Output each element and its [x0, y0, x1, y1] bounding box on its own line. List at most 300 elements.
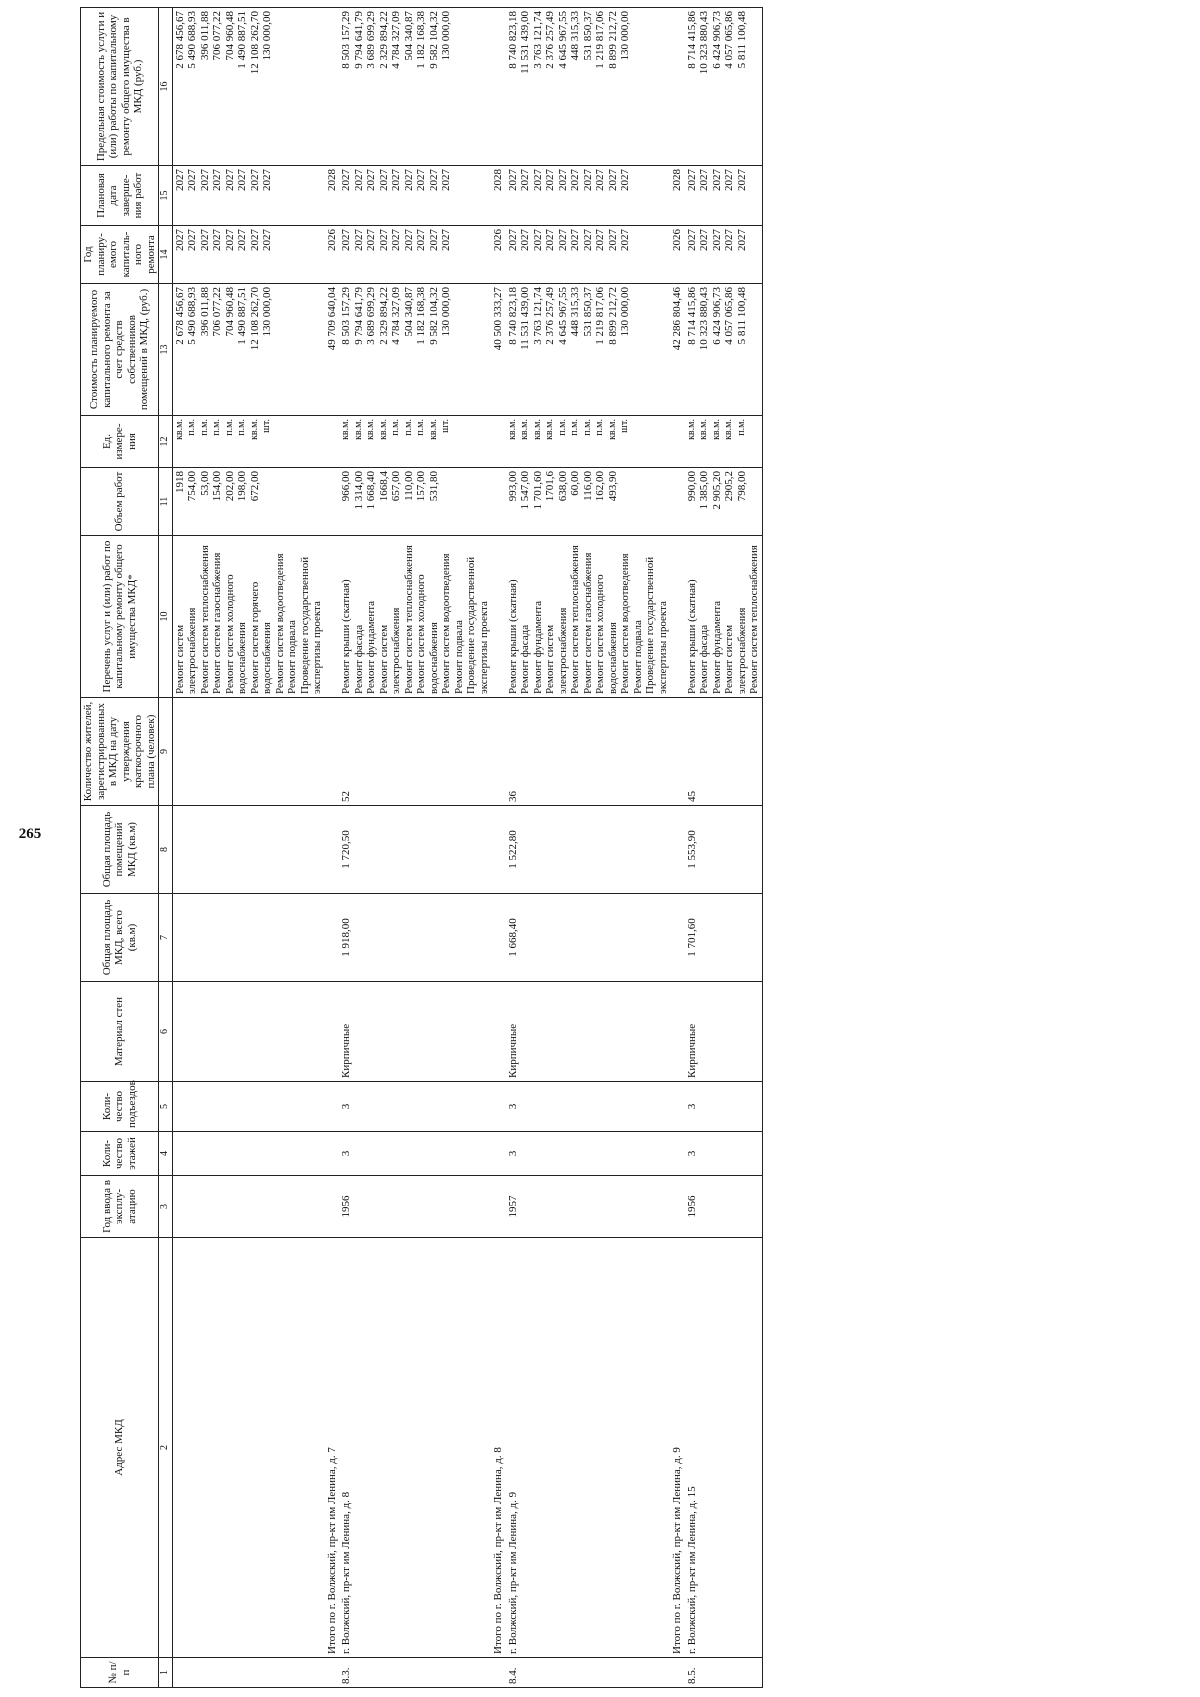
repair-year-line: 2027 [685, 229, 698, 251]
end-date-line: 2027 [556, 169, 569, 191]
empty-cell [491, 1658, 506, 1688]
empty-cell [491, 1176, 506, 1238]
repair-year-line: 2027 [440, 229, 452, 251]
volume-value-line: 754,00 [186, 471, 198, 502]
unit-value-line: кв.м. [710, 419, 722, 440]
limit-cost [339, 8, 491, 166]
limit-cost-line: 5 490 688,93 [186, 11, 198, 69]
cost-value-line: 9 582 104,32 [427, 287, 440, 345]
unit-value-line: кв.м. [531, 419, 543, 440]
column-number: 10 [159, 536, 173, 698]
cost-value-line: 1 182 168,38 [415, 287, 427, 345]
unit-value-line: п.м. [594, 419, 605, 436]
limit-cost-line: 10 323 880,43 [698, 11, 710, 75]
work-item-line: Ремонт систем горячего водоснабжения [248, 581, 273, 694]
cost-value [172, 284, 325, 416]
header-cell: Общая площадь помещений МКД (кв.м) [81, 806, 159, 894]
cost-value-line: 531 850,37 [581, 287, 594, 337]
empty-cell [491, 8, 506, 166]
column-number: 14 [159, 226, 173, 284]
cost-value-line: 704 960,48 [223, 287, 236, 337]
work-item-line: Ремонт фундамента [365, 600, 377, 694]
repair-year-line: 2027 [544, 229, 556, 251]
repair-year [172, 226, 325, 284]
unit-value-line: кв.м. [173, 419, 185, 440]
end-date-line: 2027 [261, 169, 273, 191]
volume-value-line: 60,00 [569, 471, 581, 496]
cost-value-line: 4 784 327,09 [390, 287, 402, 345]
repair-year-line: 2027 [619, 229, 631, 251]
cost-value-line: 4 645 967,55 [556, 287, 569, 345]
end-date-line: 2027 [531, 169, 544, 191]
row-number: 8.3. [339, 1658, 491, 1688]
header-cell: Общая площадь МКД, всего (кв.м) [81, 894, 159, 982]
end-date [172, 166, 325, 226]
column-number: 9 [159, 698, 173, 806]
end-date-line: 2027 [402, 169, 415, 191]
end-date-line: 2027 [211, 169, 223, 191]
volume-value-line: 1 701,60 [531, 471, 544, 510]
work-item-line: Ремонт систем газоснабжения [581, 552, 594, 694]
unit-value-line: п.м. [198, 419, 210, 436]
table-row [339, 8, 491, 1688]
limit-cost-line: 4 645 967,55 [556, 11, 569, 69]
unit-value-line: п.м. [556, 419, 568, 436]
header-cell: Год планиру-емого капиталь-ного ремонта [81, 226, 159, 284]
volume-value-line: 1668,4 [377, 471, 390, 502]
unit-value-line: шт. [619, 419, 630, 433]
limit-cost-line: 448 315,33 [569, 11, 581, 61]
table-body [172, 8, 762, 1688]
residents-count: 52 [339, 698, 491, 806]
work-item-line: Ремонт подвала [631, 620, 644, 694]
unit-value [172, 416, 325, 468]
header-cell: Год ввода в эксплу-атацию [81, 1176, 159, 1238]
total-row [491, 8, 506, 1688]
work-item-line: Ремонт фасада [519, 624, 531, 694]
limit-cost-line: 8 740 823,18 [506, 11, 519, 69]
total-row [670, 8, 685, 1688]
volume-value-line: 531,80 [427, 471, 440, 502]
empty-cell [172, 1176, 325, 1238]
repair-year-line: 2027 [710, 229, 723, 251]
cost-value-line: 10 323 880,43 [698, 287, 710, 351]
limit-cost-line: 6 424 906,73 [710, 11, 723, 69]
cost-value-line: 2 329 894,22 [377, 287, 390, 345]
limit-cost-line: 11 531 439,00 [519, 11, 531, 74]
end-date-line: 2027 [619, 169, 631, 191]
end-date-line: 2027 [173, 169, 186, 191]
column-number: 8 [159, 806, 173, 894]
empty-cell [325, 982, 340, 1082]
repair-year [685, 226, 763, 284]
page-number: 265 [18, 826, 42, 842]
work-item-line: Ремонт систем водоотведения [619, 553, 631, 694]
total-cost: 42 286 804,46 [670, 284, 685, 416]
column-number-row [159, 8, 173, 1688]
total-label: Итого по г. Волжский, пр-кт им Ленина, д. 9 [670, 1238, 685, 1658]
work-item-line: Проведение государственной экспертизы проекта [298, 556, 323, 694]
repair-year-line: 2027 [173, 229, 186, 251]
limit-cost [685, 8, 763, 166]
volume-value [172, 468, 325, 536]
volume-value [685, 468, 763, 536]
volume-value-line: 53,00 [198, 471, 211, 496]
limit-cost-line: 531 850,37 [581, 11, 594, 61]
limit-cost-line: 396 011,88 [198, 11, 211, 61]
repair-year-line: 2027 [340, 229, 352, 251]
unit-value-line: п.м. [236, 419, 247, 436]
volume-value-line [440, 471, 453, 532]
repair-year-line: 2027 [365, 229, 377, 251]
work-item-line: Ремонт подвала [452, 620, 465, 694]
end-date [339, 166, 491, 226]
empty-cell [670, 982, 685, 1082]
cost-value-line: 4 057 065,86 [723, 287, 735, 345]
end-date-line: 2027 [506, 169, 519, 191]
cost-value [685, 284, 763, 416]
volume-value-line: 493,90 [606, 471, 619, 502]
end-date [685, 166, 763, 226]
row-number: 8.4. [506, 1658, 671, 1688]
column-number: 4 [159, 1132, 173, 1176]
unit-value-line: кв.м. [340, 419, 351, 440]
limit-cost-line: 1 219 817,06 [594, 11, 606, 69]
commission-year: 1956 [685, 1176, 763, 1238]
total-label: Итого по г. Волжский, пр-кт им Ленина, д. 7 [325, 1238, 340, 1658]
empty-cell [325, 416, 340, 468]
unit-value-line: кв.м. [427, 419, 439, 440]
cost-value-line: 8 503 157,29 [340, 287, 352, 345]
table-row [506, 8, 671, 1688]
empty-cell [325, 1082, 340, 1132]
work-item-line: Ремонт фасада [352, 624, 365, 694]
cost-value-line: 2 678 456,67 [173, 287, 186, 345]
unit-value-line: п.м. [223, 419, 235, 436]
limit-cost-line: 130 000,00 [261, 11, 273, 61]
total-end: 2028 [325, 166, 340, 226]
empty-cell [325, 536, 340, 698]
work-item-line: Ремонт фундамента [531, 600, 544, 694]
end-date-line: 2027 [606, 169, 619, 191]
entrances-count: 3 [506, 1082, 671, 1132]
empty-cell [325, 468, 340, 536]
building-address: г. Волжский, пр-кт им Ленина, д. 15 [685, 1238, 763, 1658]
commission-year: 1957 [506, 1176, 671, 1238]
header-cell: Предельная стоимость услуги и (или) работы по капитальному ремонту общего имущества в МКД (руб.) [81, 8, 159, 166]
work-item-line: Ремонт систем теплоснабжения [198, 545, 211, 694]
cost-value-line: 8 740 823,18 [506, 287, 519, 345]
repair-year-line: 2027 [698, 229, 710, 251]
unit-value-line: кв.м. [248, 419, 260, 440]
column-number: 1 [159, 1658, 173, 1688]
empty-cell [491, 416, 506, 468]
limit-cost-line: 2 376 257,49 [544, 11, 556, 69]
total-area: 1 918,00 [339, 894, 491, 982]
total-row [325, 8, 340, 1688]
repair-year-line: 2027 [415, 229, 427, 251]
limit-cost-line: 4 784 327,09 [390, 11, 402, 69]
wall-material: Кирпичные [506, 982, 671, 1082]
end-date-line: 2027 [427, 169, 440, 191]
column-number: 2 [159, 1238, 173, 1658]
cost-value-line: 5 811 100,48 [735, 287, 748, 345]
cost-value-line: 8 899 212,72 [606, 287, 619, 345]
cost-value [506, 284, 671, 416]
end-date-line: 2027 [248, 169, 261, 191]
repair-year-line: 2027 [211, 229, 223, 251]
building-address: г. Волжский, пр-кт им Ленина, д. 9 [506, 1238, 671, 1658]
end-date-line: 2027 [390, 169, 402, 191]
repair-year-line: 2027 [569, 229, 581, 251]
empty-cell [491, 536, 506, 698]
limit-cost-line: 9 582 104,32 [427, 11, 440, 69]
unit-value-line: кв.м. [519, 419, 530, 440]
column-number: 5 [159, 1082, 173, 1132]
empty-cell [325, 698, 340, 806]
empty-cell [670, 1176, 685, 1238]
cost-value-line: 1 490 887,51 [236, 287, 248, 345]
total-year: 2026 [325, 226, 340, 284]
work-item-line: Ремонт крыши (скатная) [685, 579, 698, 694]
table-row [685, 8, 763, 1688]
empty-cell [325, 806, 340, 894]
repair-year-line: 2027 [261, 229, 273, 251]
repair-year-line: 2027 [223, 229, 236, 251]
floors-count: 3 [506, 1132, 671, 1176]
cost-value-line: 5 490 688,93 [186, 287, 198, 345]
column-number: 16 [159, 8, 173, 166]
unit-value-line: п.м. [211, 419, 222, 436]
empty-cell [670, 1132, 685, 1176]
empty-cell [491, 982, 506, 1082]
limit-cost-line: 706 077,22 [211, 11, 223, 61]
repair-year-line: 2027 [606, 229, 619, 251]
total-area: 1 701,60 [685, 894, 763, 982]
unit-value-line: шт. [261, 419, 272, 433]
empty-cell [670, 1658, 685, 1688]
volume-value [506, 468, 671, 536]
empty-cell [670, 1082, 685, 1132]
volume-value-line: 1 547,00 [519, 471, 531, 510]
end-date-line: 2027 [415, 169, 427, 191]
work-item-line: Ремонт систем теплоснабжения [569, 545, 581, 694]
volume-value-line: 1701,6 [544, 471, 556, 502]
column-number: 6 [159, 982, 173, 1082]
header-cell: Ед. измере-ния [81, 416, 159, 468]
repair-year-line: 2027 [735, 229, 748, 251]
repair-year-line: 2027 [723, 229, 735, 251]
volume-value-line: 1 385,00 [698, 471, 710, 510]
repair-year-line: 2027 [519, 229, 531, 251]
floors-count: 3 [685, 1132, 763, 1176]
volume-value-line: 2905,2 [723, 471, 735, 502]
limit-cost-line: 1 490 887,51 [236, 11, 248, 69]
empty-cell [491, 806, 506, 894]
repair-year-line: 2027 [581, 229, 594, 251]
end-date-line: 2027 [594, 169, 606, 191]
volume-value-line: 2 905,20 [710, 471, 723, 510]
unit-value [685, 416, 763, 468]
repair-plan-table [80, 7, 763, 1688]
work-item-line: Ремонт фундамента [710, 600, 723, 694]
cost-value-line: 706 077,22 [211, 287, 223, 337]
header-cell: Плановая дата заверше-ния работ [81, 166, 159, 226]
empty-cell [491, 698, 506, 806]
header-cell: Объем работ [81, 468, 159, 536]
volume-value-line: 1918 [173, 471, 186, 493]
empty-cell [491, 894, 506, 982]
repair-year-line: 2027 [377, 229, 390, 251]
end-date-line: 2027 [569, 169, 581, 191]
limit-cost-line: 504 340,87 [402, 11, 415, 61]
empty-cell [325, 1658, 340, 1688]
repair-year-line: 2027 [556, 229, 569, 251]
limit-cost-line: 3 689 699,29 [365, 11, 377, 69]
column-number: 12 [159, 416, 173, 468]
work-item [685, 536, 763, 698]
empty-cell [172, 894, 325, 982]
limit-cost-line: 12 108 262,70 [248, 11, 261, 75]
empty-cell [670, 536, 685, 698]
entrances-count: 3 [685, 1082, 763, 1132]
cost-value-line: 6 424 906,73 [710, 287, 723, 345]
work-item-line: Ремонт систем электроснабжения [544, 607, 569, 694]
work-item-line: Ремонт систем электроснабжения [377, 607, 402, 694]
total-year: 2026 [491, 226, 506, 284]
unit-value-line: кв.м. [544, 419, 555, 440]
total-cost: 49 709 640,04 [325, 284, 340, 416]
work-item-line: Ремонт подвала [286, 620, 298, 694]
limit-cost-line: 2 329 894,22 [377, 11, 390, 69]
total-area: 1 668,40 [506, 894, 671, 982]
limit-cost-line: 704 960,48 [223, 11, 236, 61]
repair-year-line: 2027 [427, 229, 440, 251]
cost-value [339, 284, 491, 416]
end-date-line: 2027 [186, 169, 198, 191]
volume-value-line: 1 668,40 [365, 471, 377, 510]
end-date-line: 2027 [723, 169, 735, 191]
work-item-line: Ремонт крыши (скатная) [506, 579, 519, 694]
empty-cell [670, 468, 685, 536]
wall-material: Кирпичные [339, 982, 491, 1082]
limit-cost-line: 8 714 415,86 [685, 11, 698, 69]
work-item-line: Ремонт систем холодного водоснабжения [223, 574, 248, 694]
unit-value-line: кв.м. [606, 419, 618, 440]
end-date-line: 2027 [581, 169, 594, 191]
unit-value-line: кв.м. [352, 419, 364, 440]
rotated-table-page [80, 8, 1190, 1688]
empty-cell [491, 1082, 506, 1132]
end-date-line: 2027 [198, 169, 211, 191]
building-address: г. Волжский, пр-кт им Ленина, д. 8 [339, 1238, 491, 1658]
cost-value-line: 11 531 439,00 [519, 287, 531, 350]
column-number: 7 [159, 894, 173, 982]
column-number: 11 [159, 468, 173, 536]
empty-cell [172, 806, 325, 894]
empty-cell [325, 8, 340, 166]
volume-value-line: 110,00 [402, 471, 415, 501]
volume-value-line: 638,00 [556, 471, 569, 502]
unit-value-line: п.м. [415, 419, 426, 436]
unit-value-line: кв.м. [723, 419, 734, 440]
end-date-line: 2027 [544, 169, 556, 191]
volume-value-line [261, 471, 274, 532]
unit-value-line: п.м. [735, 419, 747, 436]
cost-value-line: 8 714 415,86 [685, 287, 698, 345]
end-date-line: 2027 [236, 169, 248, 191]
repair-year [339, 226, 491, 284]
end-date-line: 2027 [223, 169, 236, 191]
entrances-count: 3 [339, 1082, 491, 1132]
cost-value-line: 1 219 817,06 [594, 287, 606, 345]
limit-cost-line: 130 000,00 [440, 11, 452, 61]
header-cell: Материал стен [81, 982, 159, 1082]
header-cell: Стоимость планируемого капитального ремонта за счет средств собственников помещений в МКД, (руб.) [81, 284, 159, 416]
empty-cell [491, 1132, 506, 1176]
end-date-line: 2027 [440, 169, 452, 191]
end-date-line: 2027 [352, 169, 365, 191]
work-item-line: Ремонт систем теплоснабжения [748, 545, 760, 694]
repair-year-line: 2027 [402, 229, 415, 251]
header-cell: Коли-чество подъездов [81, 1082, 159, 1132]
wall-material: Кирпичные [685, 982, 763, 1082]
empty-cell [670, 894, 685, 982]
total-label: Итого по г. Волжский, пр-кт им Ленина, д. 8 [491, 1238, 506, 1658]
work-item-line: Ремонт систем водоотведения [440, 553, 452, 694]
limit-cost-line: 3 763 121,74 [531, 11, 544, 69]
empty-cell [172, 698, 325, 806]
volume-value-line: 990,00 [685, 471, 698, 502]
repair-year-line: 2027 [248, 229, 261, 251]
volume-value-line: 202,00 [223, 471, 236, 502]
limit-cost-line: 9 794 641,79 [352, 11, 365, 69]
cost-value-line: 2 376 257,49 [544, 287, 556, 345]
repair-year-line: 2027 [594, 229, 606, 251]
empty-cell [325, 1176, 340, 1238]
work-item-line: Ремонт систем электроснабжения [723, 607, 748, 694]
total-end: 2028 [491, 166, 506, 226]
volume-value-line: 993,00 [506, 471, 519, 502]
end-date-line: 2027 [735, 169, 748, 191]
work-item-line: Ремонт систем теплоснабжения [402, 545, 415, 694]
limit-cost-line: 2 678 456,67 [173, 11, 186, 69]
cost-value-line: 396 011,88 [198, 287, 211, 337]
row-number: 8.5. [685, 1658, 763, 1688]
work-item [172, 536, 325, 698]
unit-value-line: п.м. [581, 419, 593, 436]
work-item-line: Ремонт крыши (скатная) [340, 579, 352, 694]
limit-cost-line: 8 899 212,72 [606, 11, 619, 69]
cost-value-line: 130 000,00 [619, 287, 631, 337]
empty-cell [325, 1132, 340, 1176]
unit-value [339, 416, 491, 468]
repair-year-line: 2027 [186, 229, 198, 251]
volume-value-line: 657,00 [390, 471, 402, 502]
end-date-line: 2027 [365, 169, 377, 191]
end-date-line: 2027 [710, 169, 723, 191]
column-number: 15 [159, 166, 173, 226]
end-date-line: 2027 [340, 169, 352, 191]
cost-value-line: 9 794 641,79 [352, 287, 365, 345]
table-row [172, 8, 325, 1688]
cost-value-line: 12 108 262,70 [248, 287, 261, 351]
volume-value-line: 672,00 [248, 471, 261, 502]
volume-value-line: 154,00 [211, 471, 223, 502]
volume-value-line: 1 314,00 [352, 471, 365, 510]
limit-cost-line: 4 057 065,86 [723, 11, 735, 69]
work-item [506, 536, 671, 698]
